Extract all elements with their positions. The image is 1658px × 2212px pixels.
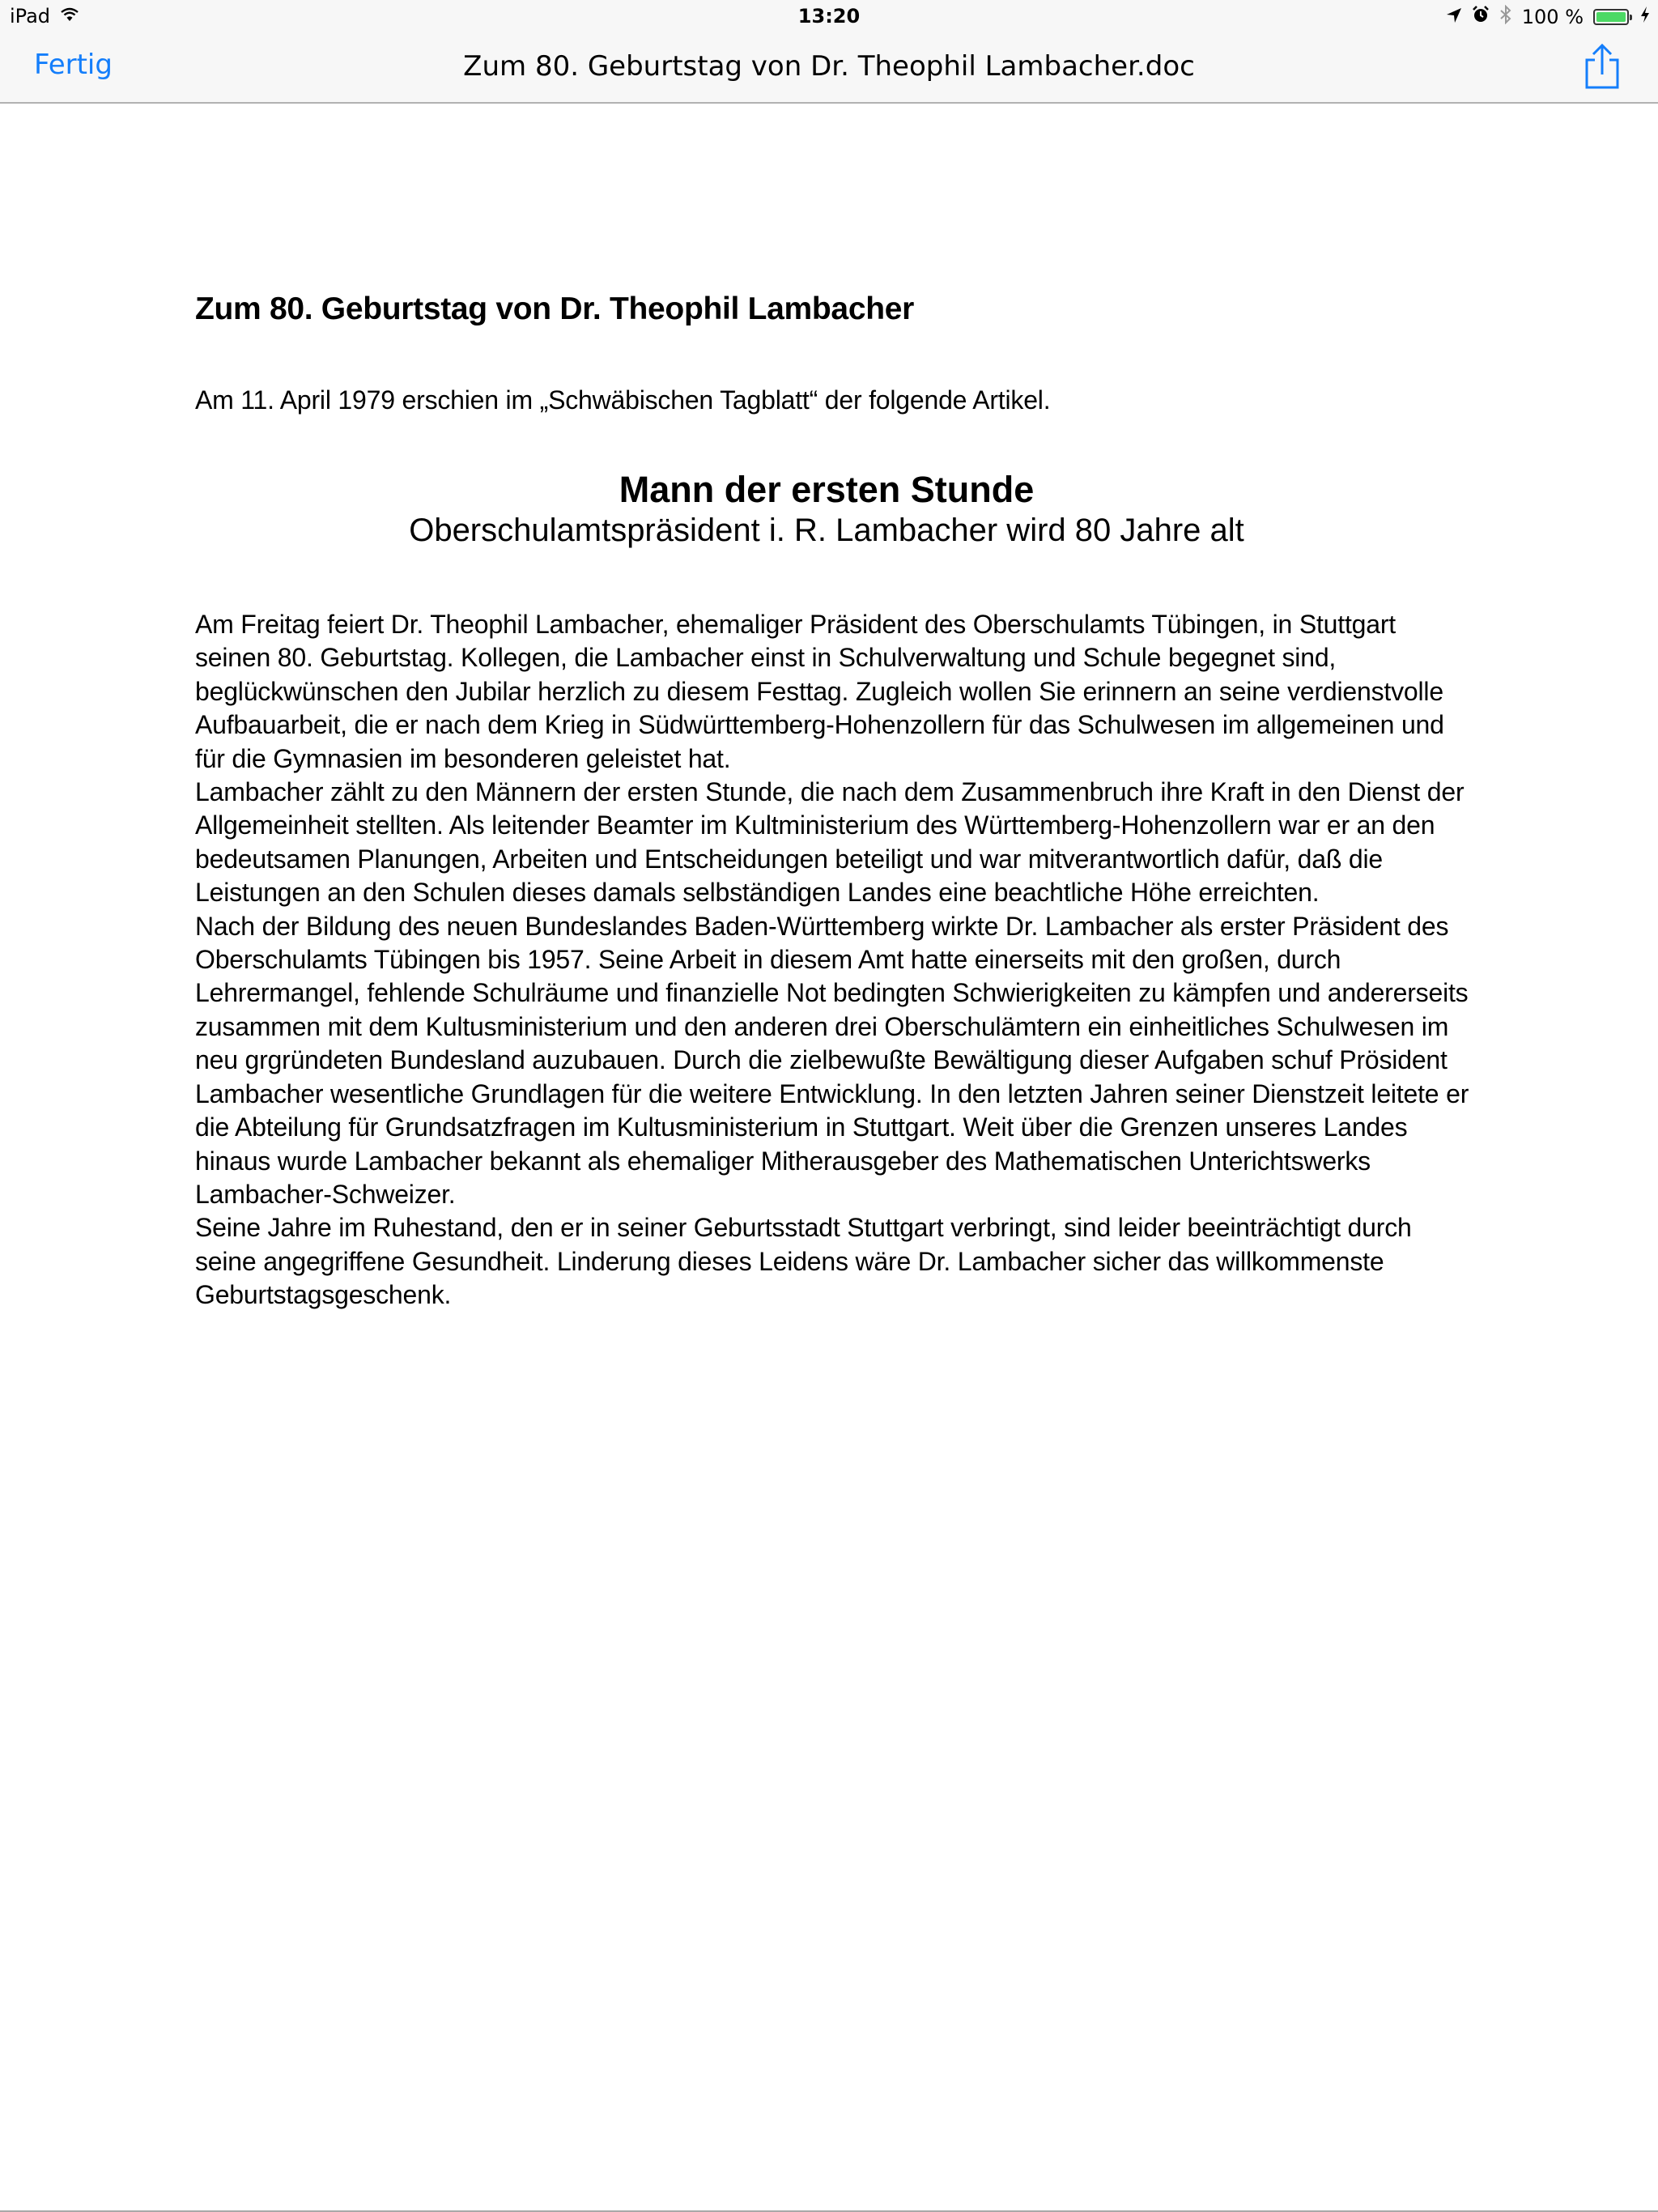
document-filename-title: Zum 80. Geburtstag von Dr. Theophil Lambacher.doc [463,50,1195,83]
article-paragraph: Nach der Bildung des neuen Bundeslandes Baden-Württemberg wirkte Dr. Lambacher als erster Präsident des Oberschulamts Tübingen bis 1957. Seine Arbeit in diesem Amt hatte einerseits mit den großen, durch Lehrermangel, fehlende Schulräume und finanzielle Not bedingten Schwierigkeiten zu kämpfen und andererseits zusammen mit dem Kultusministerium und den anderen drei Oberschulämtern ein einheitliches Schulwesen im neu grgründeten Bundesland auzubauen. Durch die zielbewußte Bewältigung dieser Aufgaben schuf Prösident Lambacher wesentliche Grundlagen für die weitere Entwicklung. In den letzten Jahren seiner Dienstzeit leitete er die Abteilung für Grundsatzfragen im Kultusministerium in Stuttgart. Weit über die Grenzen unseres Landes hinaus wurde Lambacher bekannt als ehemaliger Mitherausgeber des Mathematischen Unterichtswerks Lambacher-Schweizer. [195,911,1469,1209]
location-arrow-icon [1446,6,1462,28]
article-header [195,469,1458,550]
navigation-bar [0,32,1658,104]
done-button[interactable]: Fertig [34,49,113,81]
charging-bolt-icon [1640,6,1650,28]
battery-level-fill [1596,12,1626,22]
article-paragraph: Am Freitag feiert Dr. Theophil Lambacher, ehemaliger Präsident des Oberschulamts Tübingen, in Stuttgart seinen 80. Geburtstag. Kollegen, die Lambacher einst in Schulverwaltung und Schule begegnet sind, beglückwünschen den Jubilar herzlich zu diesem Festtag. Zugleich wollen Sie erinnern an seine verdienstvolle Aufbauarbeit, die er nach dem Krieg in Südwürttemberg-Hohenzollern für das Schulwesen im allgemeinen und für die Gymnasien im besonderen geleistet hat. [195,610,1444,773]
article-headline: Mann der ersten Stunde [619,469,1035,510]
alarm-icon [1472,6,1490,28]
share-button[interactable] [1582,42,1622,91]
share-icon [1582,81,1622,93]
battery-icon [1593,9,1629,25]
document-page [195,291,1474,1312]
status-bar-right [1446,5,1650,29]
intro-paragraph: Am 11. April 1979 erschien im „Schwäbischen Tagblatt“ der folgende Artikel. [195,385,1051,415]
device-name: iPad [10,5,51,28]
article-body [195,608,1474,1312]
article-subheadline: Oberschulamtspräsident i. R. Lambacher wird 80 Jahre alt [409,513,1244,548]
article-paragraph: Seine Jahre im Ruhestand, den er in seiner Geburtsstadt Stuttgart verbringt, sind leider beeinträchtigt durch seine angegriffene Gesundheit. Linderung dieses Leidens wäre Dr. Lambacher sicher das willkommenste Geburtstagsgeschenk. [195,1213,1412,1310]
status-time: 13:20 [797,5,861,28]
battery-percentage: 100 % [1521,6,1584,28]
article-paragraph: Lambacher zählt zu den Männern der ersten Stunde, die nach dem Zusammenbruch ihre Kraft in den Dienst der Allgemeinheit stellten. Als leitender Beamter im Kultministerium des Württemberg-Hohenzollern war er an den bedeutsamen Planungen, Arbeiten und Entscheidungen beteiligt und war mitverantwortlich dafür, daß die Leistungen an den Schulen dieses damals selbständigen Landes eine beachtliche Höhe erreichten. [195,777,1465,908]
bluetooth-icon [1499,5,1512,29]
document-title: Zum 80. Geburtstag von Dr. Theophil Lambacher [195,291,914,326]
status-bar [0,0,1658,32]
